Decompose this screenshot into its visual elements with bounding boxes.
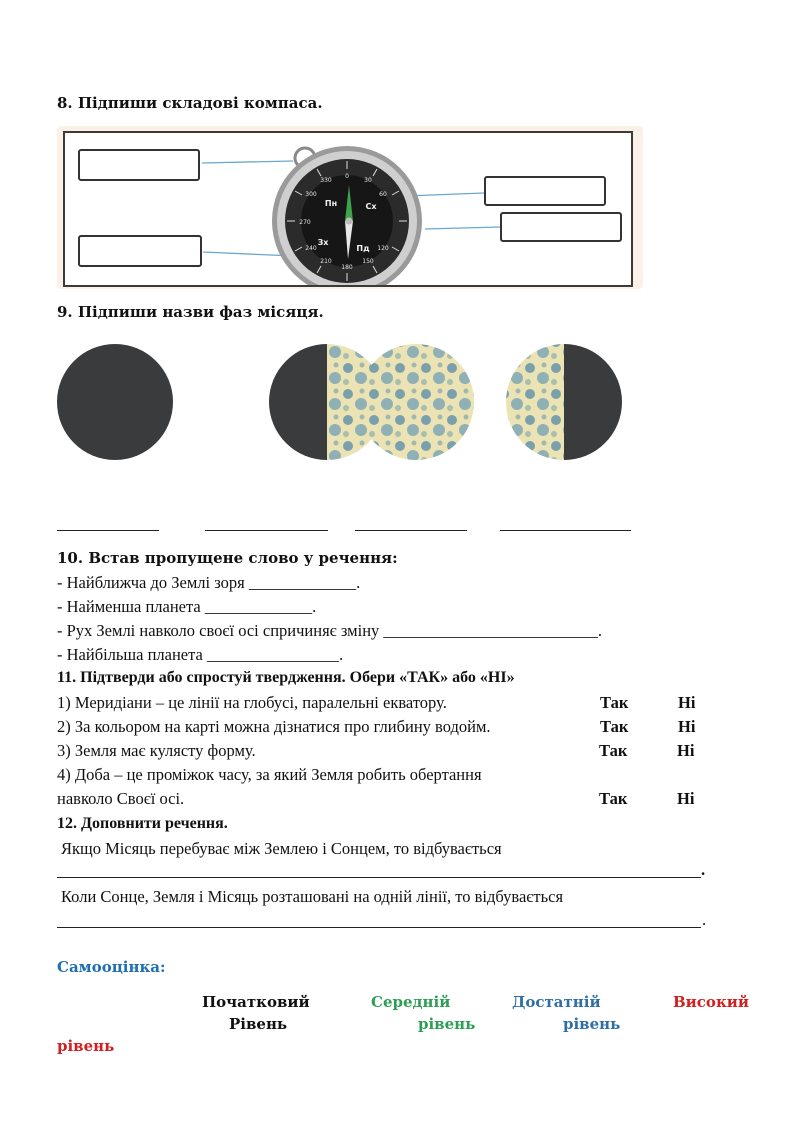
compass-dial-number: 210	[320, 258, 332, 265]
compass-direction-north: Пн	[324, 199, 338, 208]
q11-yes-4[interactable]: Так	[599, 789, 628, 808]
compass-dial-number: 330	[320, 177, 332, 184]
q11-statement-3: 3) Земля має кулясту форму.	[57, 741, 256, 760]
q10-title: 10. Встав пропущене слово у речення:	[57, 549, 398, 567]
compass-direction-west: Зх	[317, 238, 329, 247]
compass-direction-south: Пд	[356, 244, 370, 253]
q11-no-4[interactable]: Ні	[677, 789, 695, 808]
q11-yes-3[interactable]: Так	[599, 741, 628, 760]
q12-answer-line-2[interactable]	[57, 927, 701, 928]
level-initial-label-2: Рівень	[229, 1015, 288, 1033]
level-initial-label[interactable]: Початковий	[202, 993, 310, 1011]
moon-phase-last-quarter	[506, 344, 622, 460]
moon-phase-full	[358, 344, 474, 460]
q11-yes-1[interactable]: Так	[600, 693, 629, 712]
compass-dial-number: 150	[362, 258, 374, 265]
level-high-label-2: рівень	[57, 1037, 115, 1055]
compass-dial-number: 120	[377, 245, 389, 252]
q10-line-4: - Найбільша планета ________________.	[57, 645, 344, 664]
q11-yes-2[interactable]: Так	[600, 717, 629, 736]
moon-phase-new	[57, 344, 173, 460]
level-high-label[interactable]: Високий	[673, 993, 750, 1011]
moon-answer-line-3[interactable]	[355, 530, 467, 531]
q12-sentence-1: Якщо Місяць перебуває між Землею і Сонцем, то відбувається	[61, 839, 502, 858]
compass-dial-number: 270	[299, 219, 311, 226]
q11-statement-2: 2) За кольором на карті можна дізнатися про глибину водойм.	[57, 717, 491, 736]
level-medium-label[interactable]: Середній	[371, 993, 451, 1011]
compass-icon	[65, 133, 631, 285]
q12-end-2: .	[702, 910, 707, 929]
q12-sentence-2: Коли Сонце, Земля і Місяць розташовані на одній лінії, то відбувається	[61, 887, 564, 906]
level-sufficient-label[interactable]: Достатній	[512, 993, 601, 1011]
q11-statement-4: 4) Доба – це проміжок часу, за який Земля робить обертання	[57, 765, 482, 784]
compass-dial-number: 240	[305, 245, 317, 252]
level-medium-label-2: рівень	[418, 1015, 476, 1033]
q11-no-2[interactable]: Ні	[678, 717, 696, 736]
compass-figure	[63, 131, 633, 287]
moon-answer-line-4[interactable]	[500, 530, 631, 531]
q8-title: 8. Підпиши складові компаса.	[57, 94, 323, 112]
compass-dial-number: 60	[379, 191, 387, 198]
q10-line-2: - Найменша планета _____________.	[57, 597, 317, 616]
q11-title: 11. Підтверди або спростуй твердження. Обери «ТАК» або «НІ»	[57, 669, 515, 686]
q10-line-1: - Найближча до Землі зоря _____________.	[57, 573, 361, 592]
q9-title: 9. Підпиши назви фаз місяця.	[57, 303, 324, 321]
compass-direction-east: Сх	[365, 202, 377, 211]
moon-phases-icon	[56, 335, 630, 467]
q12-answer-line-1[interactable]	[57, 877, 701, 878]
q11-no-1[interactable]: Ні	[678, 693, 696, 712]
q12-end-1: .	[701, 860, 706, 879]
compass-dial-number: 0	[345, 173, 349, 180]
q11-statement-4-cont: навколо Своєї осі.	[57, 789, 185, 808]
self-assessment-title: Самооцінка:	[57, 958, 166, 976]
q11-no-3[interactable]: Ні	[677, 741, 695, 760]
q10-line-3: - Рух Землі навколо своєї осі спричиняє зміну __________________________.	[57, 621, 603, 640]
compass-dial-number: 180	[341, 264, 353, 271]
compass-dial-number: 30	[364, 177, 372, 184]
q12-title: 12. Доповнити речення.	[57, 815, 228, 832]
moon-answer-line-1[interactable]	[57, 530, 159, 531]
moon-answer-line-2[interactable]	[205, 530, 328, 531]
level-sufficient-label-2: рівень	[563, 1015, 621, 1033]
compass-dial-number: 300	[305, 191, 317, 198]
q11-statement-1: 1) Меридіани – це лінії на глобусі, паралельні екватору.	[57, 693, 447, 712]
